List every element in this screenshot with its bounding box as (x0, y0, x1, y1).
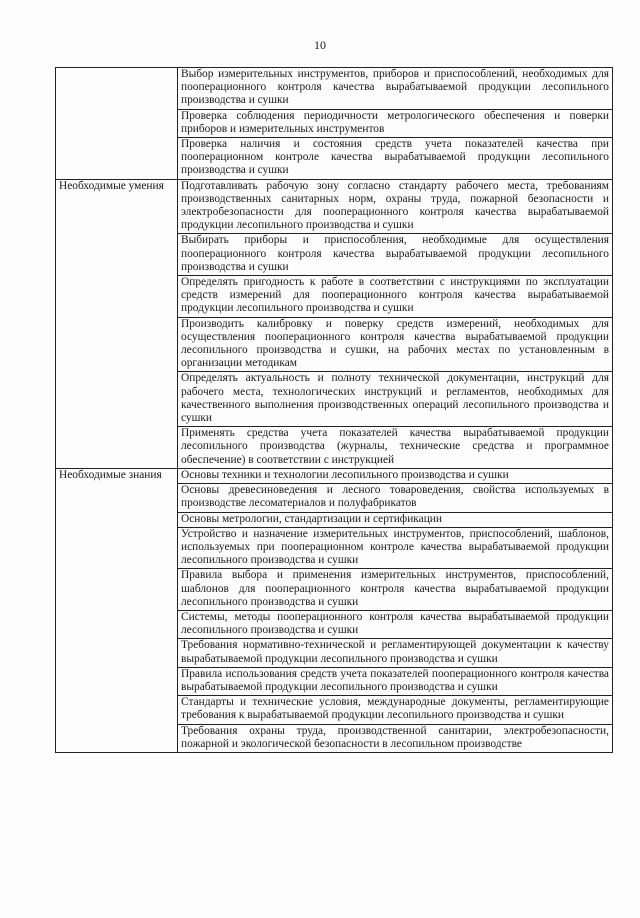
table-cell-item: Требования охраны труда, производственной санитарии, электробезопасности, пожарной и экологической безопасности в лесопильном производстве (178, 724, 613, 752)
section-label-skills: Необходимые умения (56, 179, 178, 468)
table-cell-item: Определять актуальность и полноту технической документации, инструкций для рабочего места, технологических инструкций и регламентов, необходимых для качественного выполнения производственных операций лесопильного производства и сушки (178, 372, 613, 427)
table-cell-item: Стандарты и технические условия, международные документы, регламентирующие требования к вырабатываемой продукции лесопильного производства и сушки (178, 696, 613, 724)
section-label (56, 68, 178, 180)
table-cell-item: Определять пригодность к работе в соответствии с инструкциями по эксплуатации средств измерений для пооперационного контроля качества вырабатываемой продукции лесопильного производства и сушки (178, 276, 613, 318)
table-cell-item: Производить калибровку и поверку средств измерений, необходимых для осуществления пооперационного контроля качества вырабатываемой продукции лесопильного производства и сушки, на рабочих местах по установленным в организации методикам (178, 317, 613, 372)
table-cell-item: Выбирать приборы и приспособления, необходимые для осуществления пооперационного контроля качества вырабатываемой продукции лесопильного производства и сушки (178, 234, 613, 276)
table-row (56, 68, 613, 110)
table-row (56, 179, 613, 234)
page-number: 10 (314, 38, 326, 52)
requirements-table (55, 67, 613, 753)
table-cell-item: Правила использования средств учета показателей пооперационного контроля качества вырабатываемой продукции лесопильного производства и сушки (178, 667, 613, 695)
table-cell-item: Проверка наличия и состояния средств учета показателей качества при пооперационном контроле качества вырабатываемой продукции лесопильного производства и сушки (178, 138, 613, 180)
section-label-knowledge: Необходимые знания (56, 468, 178, 752)
table-row (56, 468, 613, 483)
table-cell-item: Требования нормативно-технической и регламентирующей документации к качеству вырабатываемой продукции лесопильного производства и сушки (178, 639, 613, 667)
table-cell-item: Основы метрологии, стандартизации и сертификации (178, 512, 613, 527)
table-cell-item: Применять средства учета показателей качества вырабатываемой продукции лесопильного производства (журналы, технические средства и программное обеспечение) в соответствии с инструкцией (178, 427, 613, 469)
table-cell-item: Проверка соблюдения периодичности метрологического обеспечения и поверки приборов и измерительных инструментов (178, 109, 613, 137)
table-cell-item: Системы, методы пооперационного контроля качества вырабатываемой продукции лесопильного производства и сушки (178, 610, 613, 638)
table-cell-item: Основы древесиноведения и лесного товароведения, свойства используемых в производстве лесоматериалов и полуфабрикатов (178, 484, 613, 512)
table-cell-item: Подготавливать рабочую зону согласно стандарту рабочего места, требованиям производственных санитарных норм, охраны труда, пожарной безопасности и электробезопасности для пооперационного контроля качества вырабатываемой продукции лесопильного производства и сушки (178, 179, 613, 234)
table-cell-item: Основы техники и технологии лесопильного производства и сушки (178, 468, 613, 483)
table-cell-item: Устройство и назначение измерительных инструментов, приспособлений, шаблонов, используемых при пооперационном контроле качества вырабатываемой продукции лесопильного производства и сушки (178, 527, 613, 569)
table-cell-item: Правила выбора и применения измерительных инструментов, приспособлений, шаблонов для пооперационного контроля качества вырабатываемой продукции лесопильного производства и сушки (178, 569, 613, 611)
table-cell-item: Выбор измерительных инструментов, приборов и приспособлений, необходимых для пооперационного контроля качества вырабатываемой продукции лесопильного производства и сушки (178, 68, 613, 110)
